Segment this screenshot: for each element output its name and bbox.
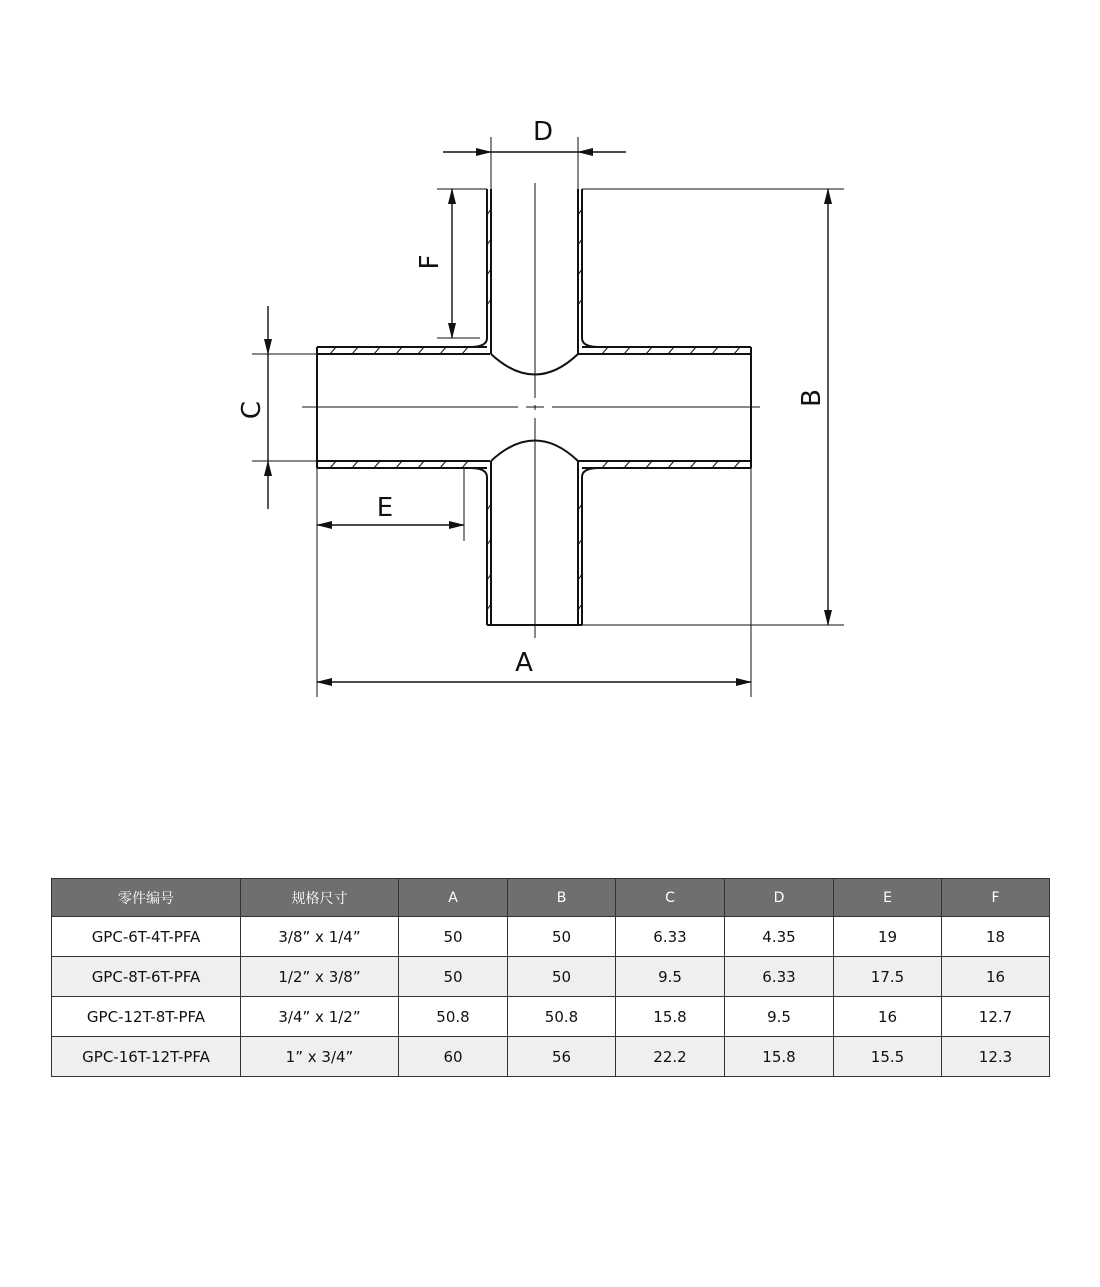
- table-row: [52, 997, 1050, 1037]
- specification-table: [51, 878, 1050, 1077]
- cell-a: 60: [399, 1037, 508, 1077]
- dimension-label-f: F: [415, 254, 445, 270]
- table-row: [52, 957, 1050, 997]
- dimension-label-e: E: [376, 493, 394, 523]
- header-c: C: [616, 879, 725, 917]
- extension-lines: [252, 137, 844, 697]
- dimension-lines: [268, 152, 828, 682]
- header-part-number: 零件编号: [52, 879, 241, 917]
- cell-e: 16: [834, 997, 942, 1037]
- dimension-label-a: A: [515, 648, 533, 678]
- cell-part-number: GPC-16T-12T-PFA: [52, 1037, 241, 1077]
- cell-c: 15.8: [616, 997, 725, 1037]
- dimension-label-d: D: [532, 117, 554, 147]
- cell-d: 6.33: [725, 957, 834, 997]
- cell-a: 50: [399, 957, 508, 997]
- table-row: [52, 1037, 1050, 1077]
- cell-part-number: GPC-12T-8T-PFA: [52, 997, 241, 1037]
- header-e: E: [834, 879, 942, 917]
- dimension-label-c: C: [237, 400, 267, 420]
- cell-size: 3/4” x 1/2”: [241, 997, 399, 1037]
- cell-f: 18: [942, 917, 1050, 957]
- header-a: A: [399, 879, 508, 917]
- cell-b: 56: [508, 1037, 616, 1077]
- header-f: F: [942, 879, 1050, 917]
- cell-size: 1” x 3/4”: [241, 1037, 399, 1077]
- cell-b: 50.8: [508, 997, 616, 1037]
- table-row: [52, 917, 1050, 957]
- header-size: 规格尺寸: [241, 879, 399, 917]
- dimension-labels: [237, 117, 827, 678]
- cell-d: 9.5: [725, 997, 834, 1037]
- cell-d: 4.35: [725, 917, 834, 957]
- cell-f: 16: [942, 957, 1050, 997]
- cell-b: 50: [508, 917, 616, 957]
- cell-f: 12.3: [942, 1037, 1050, 1077]
- cell-d: 15.8: [725, 1037, 834, 1077]
- cell-a: 50: [399, 917, 508, 957]
- cell-part-number: GPC-6T-4T-PFA: [52, 917, 241, 957]
- header-b: B: [508, 879, 616, 917]
- cell-c: 22.2: [616, 1037, 725, 1077]
- cell-c: 9.5: [616, 957, 725, 997]
- cell-b: 50: [508, 957, 616, 997]
- cell-f: 12.7: [942, 997, 1050, 1037]
- cell-size: 1/2” x 3/8”: [241, 957, 399, 997]
- cell-a: 50.8: [399, 997, 508, 1037]
- dimension-label-b: B: [797, 389, 827, 407]
- cell-e: 19: [834, 917, 942, 957]
- cell-e: 15.5: [834, 1037, 942, 1077]
- centerlines: [302, 183, 760, 638]
- cell-e: 17.5: [834, 957, 942, 997]
- cell-c: 6.33: [616, 917, 725, 957]
- table-header-row: [52, 879, 1050, 917]
- cell-part-number: GPC-8T-6T-PFA: [52, 957, 241, 997]
- header-d: D: [725, 879, 834, 917]
- cell-size: 3/8” x 1/4”: [241, 917, 399, 957]
